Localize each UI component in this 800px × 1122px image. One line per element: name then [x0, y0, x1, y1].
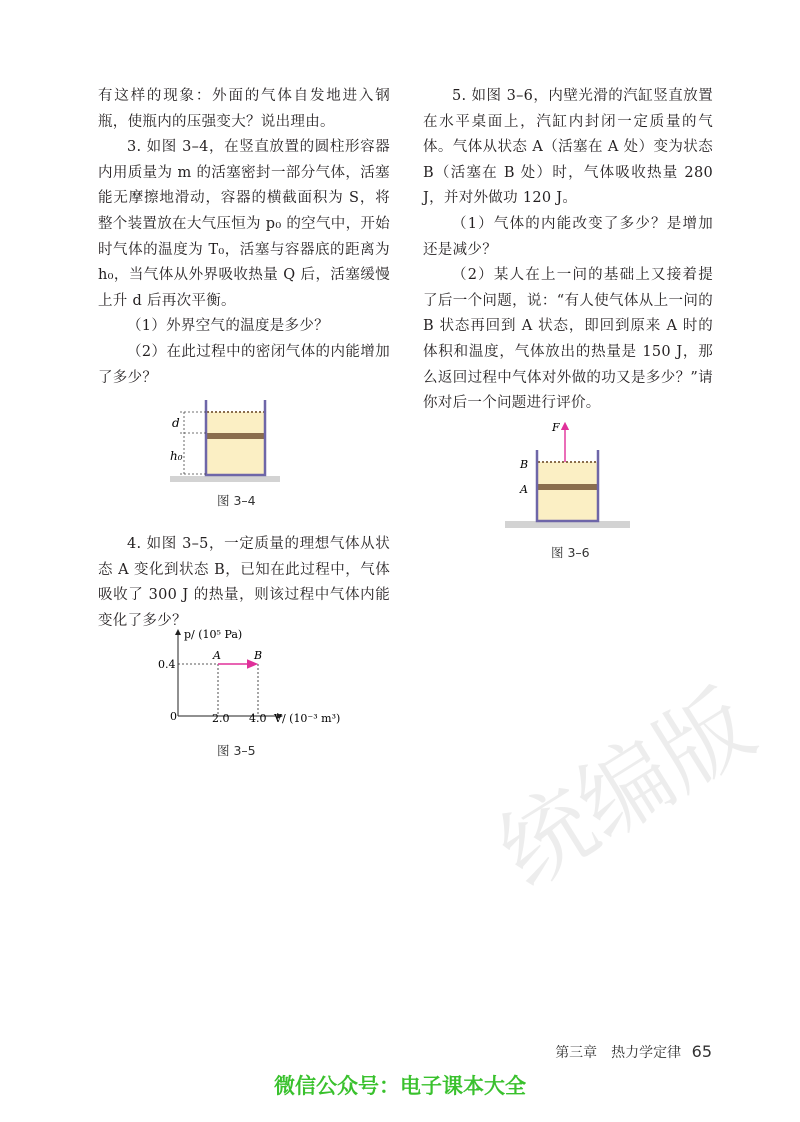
- label-F: F: [552, 421, 560, 434]
- label-d: d: [172, 416, 180, 430]
- right-column: [423, 84, 713, 417]
- question-3-part-2: （2）在此过程中的密闭气体的内能增加了多少？: [98, 343, 390, 386]
- wechat-banner: 微信公众号：电子课本大全: [274, 1074, 526, 1098]
- gas-region: [538, 462, 597, 520]
- question-5-part-1: （1）气体的内能改变了多少？是增加还是减少？: [423, 215, 713, 258]
- figure-3-4: [170, 396, 280, 482]
- label-B: B: [520, 458, 529, 471]
- gas-region: [207, 412, 264, 474]
- left-column: [98, 84, 390, 391]
- page-footer: [555, 1042, 712, 1062]
- question-5: 5. 如图 3–6，内壁光滑的汽缸竖直放置在水平桌面上，汽缸内封闭一定质量的气体。气体从状态 A（活塞在 A 处）变为状态 B（活塞在 B 处）时，气体吸收热量 280 J，并对外做功 120 J。: [423, 88, 713, 207]
- question-3: 3. 如图 3–4，在竖直放置的圆柱形容器内用质量为 m 的活塞密封一部分气体，活塞能无摩擦地滑动，容器的横截面积为 S，将整个装置放在大气压恒为 p₀ 的空气中，开始时气体的温度为 T₀，活塞与容器底的距离为 h₀，当气体从外界吸收热量 Q 后，活塞缓慢上升 d 后再次平衡。: [98, 139, 390, 309]
- question-5-part-2: （2）某人在上一问的基础上又接着提了后一个问题，说：“有人使气体从上一问的 B 状态再回到 A 状态，即回到原来 A 时的体积和温度，气体放出的热量是 150 J，那么返回过程中气体对外做的功又是多少？”请你对后一个问题进行评价。: [423, 267, 713, 412]
- caption-fig-3-5: 图 3–5: [217, 743, 256, 758]
- dimension-lines: [180, 412, 207, 474]
- piston: [538, 484, 597, 490]
- label-A: A: [520, 483, 528, 496]
- table-surface: [170, 476, 280, 482]
- x-axis-label: V/ (10⁻³ m³): [274, 712, 341, 725]
- question-3-part-1: （1）外界空气的温度是多少？: [127, 318, 329, 335]
- page-number: 65: [691, 1042, 712, 1061]
- question-4-block: [98, 532, 390, 634]
- figure-3-5: [150, 626, 350, 726]
- x-tick-2: 4.0: [249, 712, 267, 725]
- dashed-guides: [178, 664, 258, 716]
- paragraph-continuation: 有这样的现象：外面的气体自发地进入钢瓶，使瓶内的压强变大？说出理由。: [98, 88, 390, 130]
- point-A-label: A: [213, 649, 221, 662]
- question-4: 4. 如图 3–5，一定质量的理想气体从状态 A 变化到状态 B，已知在此过程中，气体吸收了 300 J 的热量，则该过程中气体内能变化了多少？: [98, 536, 390, 629]
- piston: [207, 433, 264, 439]
- y-tick: 0.4: [158, 658, 176, 671]
- point-B-label: B: [254, 649, 263, 662]
- caption-fig-3-4: 图 3–4: [217, 493, 256, 508]
- y-axis-label: p/ (10⁵ Pa): [184, 628, 243, 641]
- origin-label: 0: [170, 710, 177, 723]
- figure-3-6: [505, 418, 630, 530]
- label-h0: h₀: [170, 449, 183, 463]
- watermark: 统编版: [480, 670, 772, 908]
- caption-fig-3-6: 图 3–6: [551, 545, 590, 560]
- x-tick-1: 2.0: [212, 712, 230, 725]
- chapter-title: 第三章 热力学定律: [555, 1045, 682, 1061]
